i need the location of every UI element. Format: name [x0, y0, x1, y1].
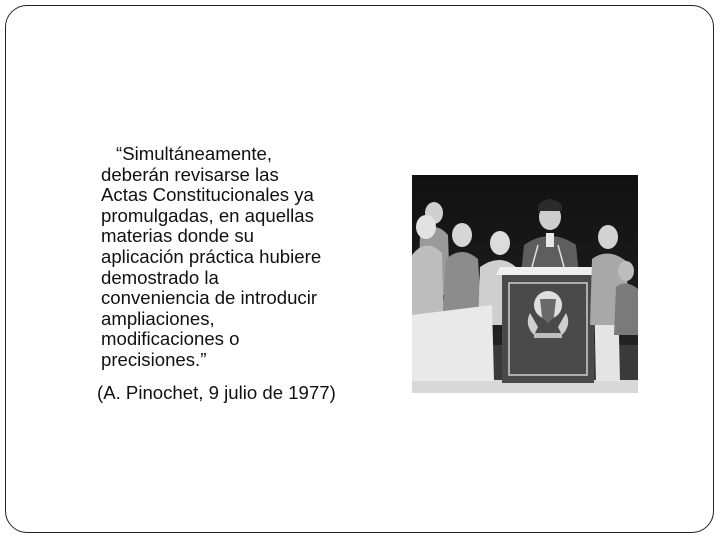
quote-attribution: (A. Pinochet, 9 julio de 1977)	[97, 382, 336, 403]
quote-line: precisiones.”	[101, 348, 207, 370]
quote-line: demostrado la	[101, 266, 219, 288]
quote-line: modificaciones o	[101, 328, 240, 350]
quote-line: materias donde su	[101, 225, 254, 247]
quote-line: Actas Constitucionales ya	[101, 184, 314, 206]
quote-line: promulgadas, en aquellas	[101, 204, 314, 226]
podium-scene-image	[412, 175, 638, 393]
quote-line: conveniencia de introducir	[101, 287, 318, 309]
quote-line: ampliaciones,	[101, 307, 215, 329]
quote-line: deberán revisarse las	[101, 163, 279, 185]
quote-text	[101, 144, 371, 371]
historical-photo	[412, 175, 638, 393]
quote-line: aplicación práctica hubiere	[101, 245, 322, 267]
quote-line: “Simultáneamente,	[116, 143, 273, 164]
